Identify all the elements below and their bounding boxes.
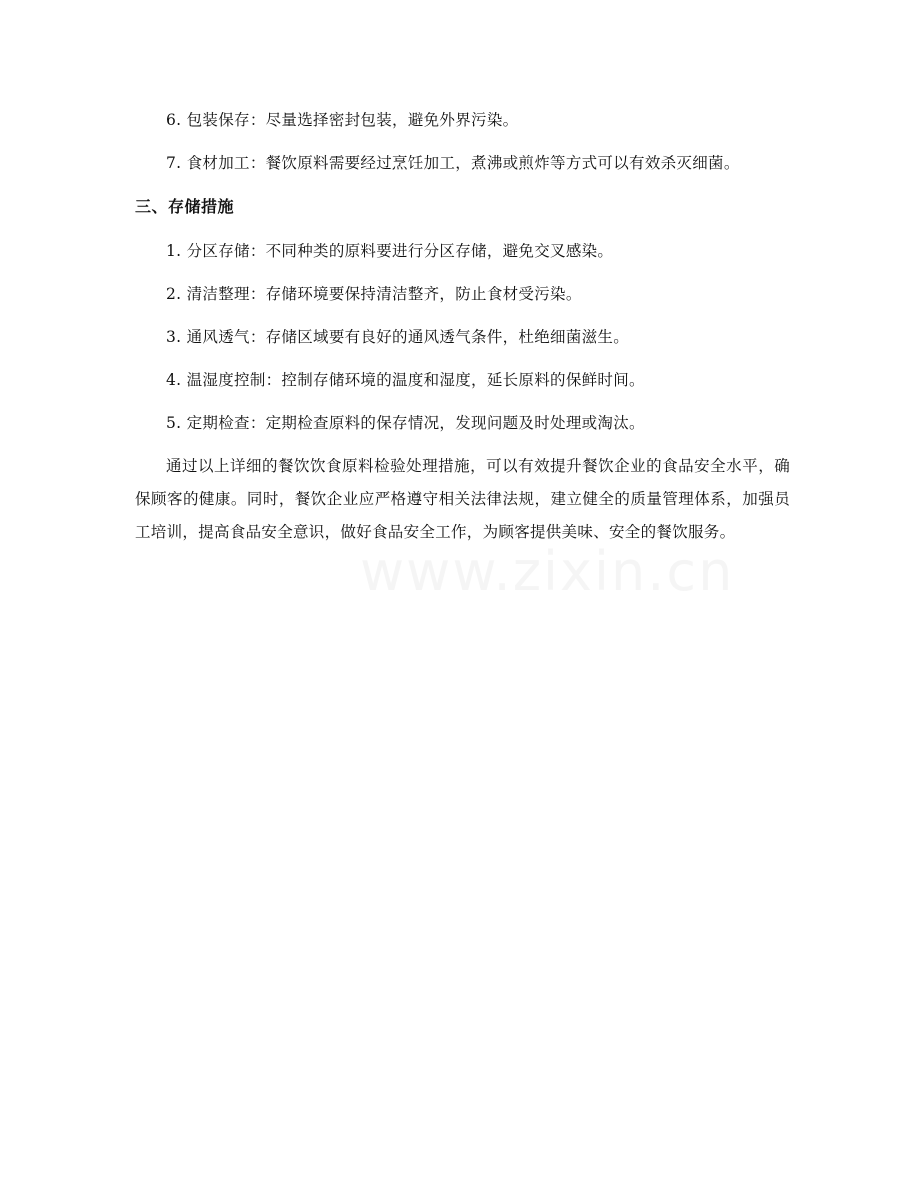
list-item-processing: 7. 食材加工：餐饮原料需要经过烹饪加工，煮沸或煎炸等方式可以有效杀灭细菌。 (166, 154, 740, 172)
watermark: www.zixin.cn (360, 540, 735, 603)
document-body (135, 104, 790, 549)
list-item-packaging: 6. 包装保存：尽量选择密封包装，避免外界污染。 (166, 111, 519, 129)
section-heading-storage: 三、存储措施 (135, 197, 235, 216)
list-item-temperature-humidity: 4. 温湿度控制：控制存储环境的温度和湿度，延长原料的保鲜时间。 (166, 371, 645, 389)
summary-paragraph: 通过以上详细的餐饮饮食原料检验处理措施，可以有效提升餐饮企业的食品安全水平，确保顾客的健康。同时，餐饮企业应严格遵守相关法律法规，建立健全的质量管理体系，加强员工培训，提高食品安全意识，做好食品安全工作，为顾客提供美味、安全的餐饮服务。 (135, 457, 790, 541)
list-item-inspection: 5. 定期检查：定期检查原料的保存情况，发现问题及时处理或淘汰。 (166, 414, 645, 432)
list-item-ventilation: 3. 通风透气：存储区域要有良好的通风透气条件，杜绝细菌滋生。 (166, 328, 630, 346)
list-item-zoned-storage: 1. 分区存储：不同种类的原料要进行分区存储，避免交叉感染。 (166, 242, 614, 260)
list-item-cleaning: 2. 清洁整理：存储环境要保持清洁整齐，防止食材受污染。 (166, 285, 582, 303)
